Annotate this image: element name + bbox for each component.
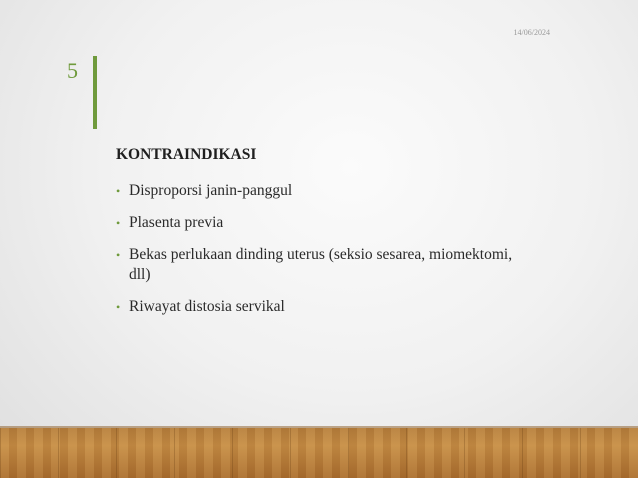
bullet-dot-icon: • <box>116 184 121 198</box>
slide-number: 5 <box>67 58 78 83</box>
list-item <box>116 297 536 317</box>
slide-heading: KONTRAINDIKASI <box>116 146 257 163</box>
bullet-dot-icon: • <box>116 216 121 230</box>
list-item <box>116 245 536 285</box>
slide-date: 14/06/2024 <box>513 28 550 37</box>
list-item-text: Disproporsi janin-panggul <box>129 182 293 199</box>
list-item-text: Bekas perlukaan dinding uterus (seksio sesarea, miomektomi, dll) <box>129 246 513 283</box>
list-item <box>116 213 536 233</box>
list-item <box>116 181 536 201</box>
wood-floor-background <box>0 428 638 478</box>
bullet-dot-icon: • <box>116 300 121 314</box>
bullet-dot-icon: • <box>116 248 121 262</box>
list-item-text: Riwayat distosia servikal <box>129 298 285 315</box>
slide-content <box>116 146 536 329</box>
list-item-text: Plasenta previa <box>129 214 224 231</box>
accent-bar <box>93 56 97 129</box>
bullet-list <box>116 181 536 317</box>
